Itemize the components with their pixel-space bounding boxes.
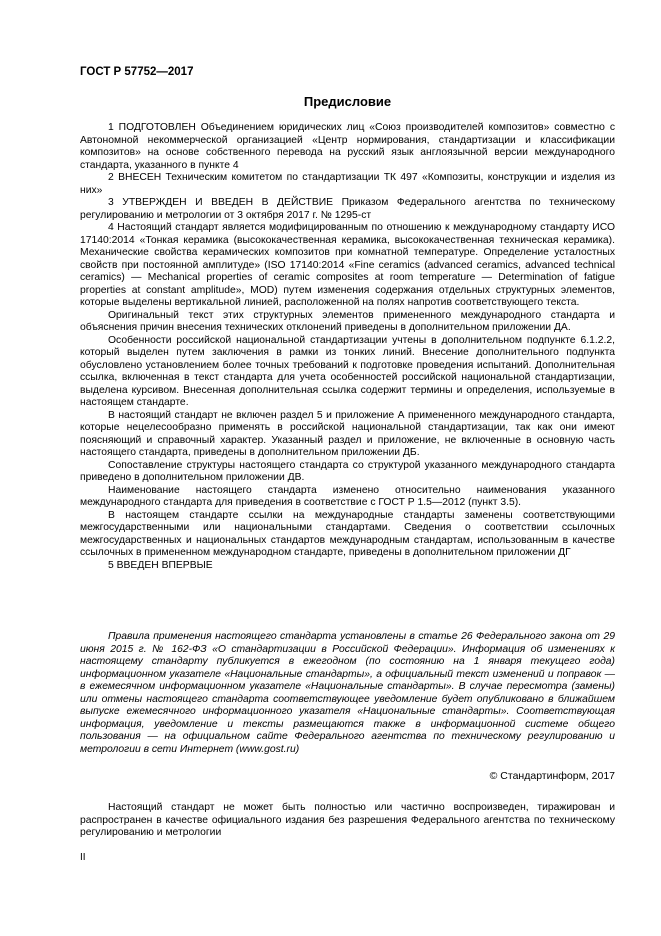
document-header: ГОСТ Р 57752—2017 bbox=[80, 66, 194, 78]
paragraph-3: 3 УТВЕРЖДЕН И ВВЕДЕН В ДЕЙСТВИЕ Приказом Федерального агентства по техническому регулированию и метрологии от 3 октября 2017 г. № 1295-ст bbox=[80, 197, 615, 221]
paragraph-1: 1 ПОДГОТОВЛЕН Объединением юридических лиц «Союз производителей композитов» совместно с Автономной некоммерческой организацией «Центр нормирования, стандартизации и классификации композитов» на основе собственного перевода на русский язык англоязычной версии международного стандарта, указанного в пункте 4 bbox=[80, 122, 615, 171]
paragraph-4: 4 Настоящий стандарт является модифицированным по отношению к международному стандарту ИСО 17140:2014 «Тонкая керамика (высококачественная керамика, высококачественная техническая керамика). Механические свойства керамических композитов при комнатной температуре. Определение усталостных свойств при постоянной амплитуде» (ISO 17140:2014 «Fine ceramics (advanced ceramics, advanced technical ceramics) — Mechanical properties of ceramic composites at room temperature — Determination of fatigue properties at constant amplitude», MOD) путем изменения содержания отдельных структурных элементов, которые выделены вертикальной линией, расположенной на полях напротив соответствующего текста. bbox=[80, 222, 615, 308]
paragraph-5: 5 ВВЕДЕН ВПЕРВЫЕ bbox=[108, 559, 213, 571]
preface-body bbox=[80, 122, 615, 572]
reproduction-notice bbox=[80, 802, 615, 840]
paragraph-4-features: Особенности российской национальной стандартизации учтены в дополнительном подпункте 6.1.2.2, который выделен путем заключения в рамки из тонких линий. Внесение дополнительного подпункта обусловлено установлением более точных требований к подготовке проведения испытаний. Дополнительная ссылка, включенная в текст стандарта для учета особенностей российской национальной стандартизации, выделена курсивом. Внесенная дополнительная ссылка содержит термины и определения, используемые в настоящем стандарте. bbox=[80, 334, 615, 408]
paragraph-2: 2 ВНЕСЕН Техническим комитетом по стандартизации ТК 497 «Композиты, конструкции и изделия из них» bbox=[80, 172, 615, 196]
paragraph-4-name: Наименование настоящего стандарта изменено относительно наименования указанного международного стандарта для приведения в соответствие с ГОСТ Р 1.5—2012 (пункт 3.5). bbox=[80, 484, 615, 508]
copyright: © Стандартинформ, 2017 bbox=[489, 770, 615, 782]
rules-notice bbox=[80, 631, 615, 756]
page-title: Предисловие bbox=[303, 94, 392, 109]
paragraph-4-structure: Сопоставление структуры настоящего стандарта со структурой указанного международного стандарта приведено в дополнительном приложении ДВ. bbox=[80, 459, 615, 483]
page-number: II bbox=[80, 852, 86, 863]
paragraph-4-references: В настоящем стандарте ссылки на международные стандарты заменены соответствующими межгосударственными или национальными стандартами. Сведения о соответствии ссылочных межгосударственных и национальных стандартов международным стандартам, использованным в качестве ссылочных в примененном международном стандарте, приведены в дополнительном приложении ДГ bbox=[80, 509, 615, 558]
reproduction-notice-text: Настоящий стандарт не может быть полностью или частично воспроизведен, тиражирован и распространен в качестве официального издания без разрешения Федерального агентства по техническому регулированию и метрологии bbox=[80, 802, 615, 838]
paragraph-4-excluded: В настоящий стандарт не включен раздел 5 и приложение А примененного международного стандарта, которые нецелесообразно применять в российской национальной стандартизации, так как они имеют поясняющий и справочный характер. Указанный раздел и приложение, не включенные в основную часть настоящего стандарта, приведены в дополнительном приложении ДБ. bbox=[80, 409, 615, 458]
rules-notice-text: Правила применения настоящего стандарта установлены в статье 26 Федерального закона от 29 июня 2015 г. № 162-ФЗ «О стандартизации в Российской Федерации». Информация об изменениях к настоящему стандарту публикуется в ежегодном (по состоянию на 1 января текущего года) информационном указателе «Национальные стандарты», а официальный текст изменений и поправок — в ежемесячном информационном указателе «Национальные стандарты». В случае пересмотра (замены) или отмены настоящего стандарта соответствующее уведомление будет опубликовано в ближайшем выпуске ежемесячного информационного указателя «Национальные стандарты». Соответствующая информация, уведомление и тексты размещаются также в информационной системе общего пользования — на официальном сайте Федерального агентства по техническому регулированию и метрологии в сети Интернет (www.gost.ru) bbox=[80, 631, 615, 755]
paragraph-4-original-text: Оригинальный текст этих структурных элементов примененного международного стандарта и объяснения причин внесения технических отклонений приведены в дополнительном приложении ДА. bbox=[80, 309, 615, 333]
